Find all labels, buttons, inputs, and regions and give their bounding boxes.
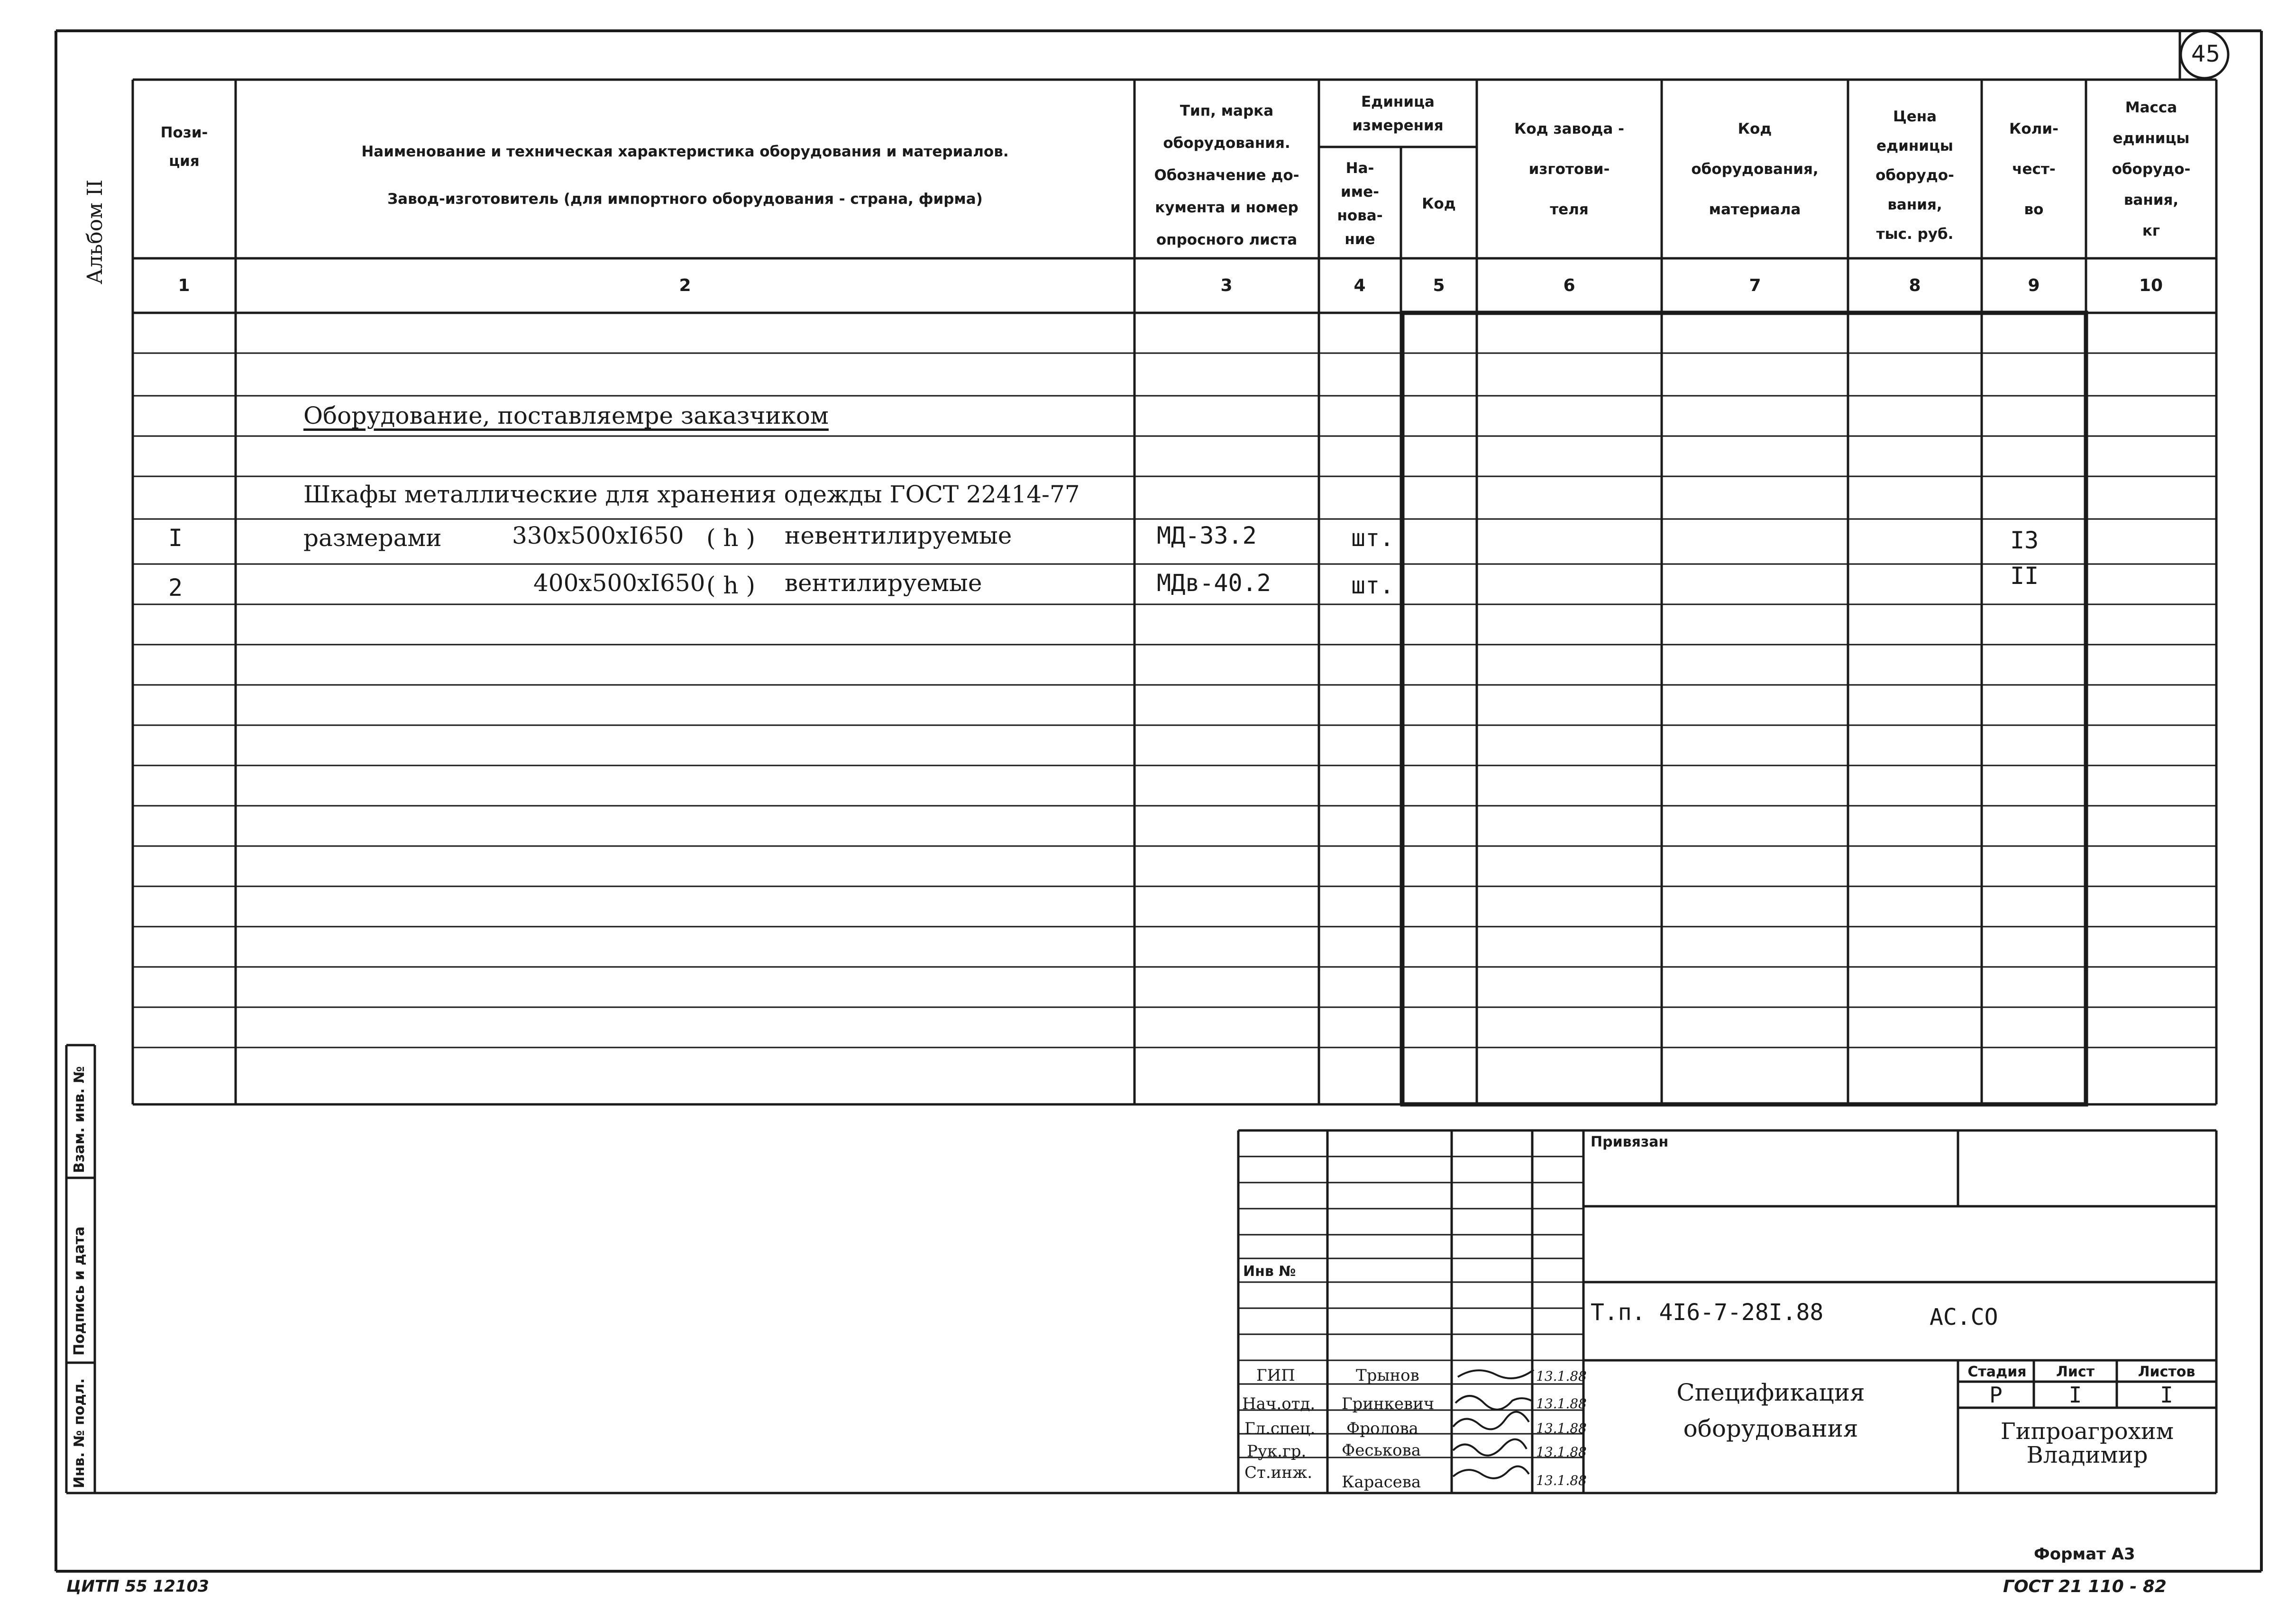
header-equipment-code (1662, 109, 1848, 230)
header-factory-code-line: Код завода - (1514, 120, 1624, 137)
header-name-line: Завод-изготовитель (для импортного оборудования - страна, фирма) (387, 191, 983, 208)
header-type-line: опросного листа (1156, 231, 1298, 248)
row-description: невентилируемые (785, 522, 1012, 549)
row-unit: шт. (1351, 572, 1394, 599)
header-type-line: оборудования. (1163, 135, 1290, 152)
row-position: I (168, 524, 183, 552)
header-unit-name-line: ние (1345, 231, 1375, 248)
header-unit-name-line: На- (1345, 160, 1374, 177)
album-label: Альбом II (83, 179, 107, 284)
header-mass-line: оборудо- (2112, 161, 2191, 178)
header-quantity-line: во (2024, 201, 2044, 218)
column-number: 7 (1749, 276, 1761, 295)
header-unit-group-line: измерения (1352, 117, 1444, 134)
column-number: 6 (1563, 276, 1575, 295)
header-type-line: кумента и номер (1155, 199, 1299, 216)
organization-line: Владимир (2026, 1442, 2148, 1468)
sheet-label: Лист (2056, 1364, 2095, 1380)
doc-title (1583, 1375, 1958, 1447)
header-mass-line: единицы (2113, 130, 2190, 147)
header-quantity-line: чест- (2012, 161, 2056, 178)
section-title: Оборудование, поставляемре заказчиком (303, 402, 829, 429)
header-price-line: оборудо- (1875, 167, 1954, 184)
header-price-line: единицы (1876, 137, 1953, 155)
header-unit-code: Код (1422, 195, 1456, 212)
header-position-line: Пози- (160, 124, 208, 141)
row-position: 2 (168, 574, 183, 601)
side-stamp-vzam-inv: Взам. инв. № (71, 1066, 88, 1173)
row-quantity: I3 (2010, 527, 2039, 554)
doc-title-line: оборудования (1683, 1415, 1858, 1442)
stage-label: Стадия (1967, 1364, 2027, 1380)
row-type: МД-33.2 (1157, 522, 1257, 549)
format-label: Формат А3 (2034, 1545, 2135, 1564)
header-name-line: Наименование и техническая характеристика оборудования и материалов. (361, 143, 1009, 160)
row-type: МДв-40.2 (1157, 569, 1271, 597)
header-factory-code-line: изготови- (1528, 161, 1610, 178)
signer-date: 13.1.88 (1536, 1421, 1587, 1436)
header-unit-name (1319, 156, 1401, 251)
signer-date: 13.1.88 (1536, 1396, 1587, 1412)
sheets-value: I (2160, 1382, 2173, 1408)
header-type (1134, 95, 1319, 256)
signer-name: Фролова (1346, 1419, 1418, 1438)
header-factory-code-line: теля (1550, 201, 1589, 218)
signer-date: 13.1.88 (1536, 1444, 1587, 1460)
header-mass-line: Масса (2125, 99, 2177, 116)
signer-role: ГИП (1256, 1366, 1295, 1385)
header-mass-line: вания, (2123, 191, 2179, 209)
header-unit-name-line: нова- (1337, 207, 1383, 224)
column-number: 10 (2139, 276, 2163, 295)
row-height-mark: ( h ) (706, 572, 756, 599)
signer-name: Карасева (1342, 1473, 1421, 1492)
signer-date: 13.1.88 (1536, 1368, 1587, 1384)
column-number: 4 (1354, 276, 1366, 295)
header-mass-line: кг (2142, 222, 2160, 239)
signer-role: Ст.инж. (1244, 1463, 1313, 1482)
organization (1958, 1420, 2216, 1467)
column-number: 2 (679, 276, 691, 295)
gost-label: ГОСТ 21 110 - 82 (2003, 1577, 2167, 1596)
header-equipment-code-line: материала (1709, 201, 1801, 218)
side-stamp-inv-podl: Инв. № подл. (71, 1378, 88, 1488)
signer-role: Гл.спец. (1244, 1419, 1316, 1438)
column-number: 1 (178, 276, 190, 295)
row-dimensions: 400х500хI650 (533, 569, 705, 597)
signer-name: Феськова (1342, 1441, 1421, 1460)
row-quantity: II (2010, 562, 2039, 590)
column-number: 8 (1909, 276, 1921, 295)
stage-value: Р (1989, 1382, 2003, 1408)
sheets-label: Листов (2138, 1364, 2195, 1380)
header-name (236, 128, 1134, 223)
header-equipment-code-line: Код (1738, 120, 1772, 137)
row-description: вентилируемые (785, 569, 982, 597)
signer-role: Рук.гр. (1247, 1442, 1307, 1461)
header-unit-name-line: име- (1341, 183, 1379, 200)
header-unit-group-line: Единица (1361, 93, 1435, 110)
header-position-line: ция (169, 153, 200, 170)
doc-title-line: Спецификация (1676, 1379, 1865, 1406)
column-number: 5 (1433, 276, 1445, 295)
header-mass (2086, 92, 2216, 246)
organization-line: Гипроагрохим (2000, 1418, 2174, 1445)
row-unit: шт. (1351, 524, 1394, 552)
signer-name: Трынов (1356, 1366, 1419, 1385)
side-stamp-podpis-data: Подпись и дата (71, 1226, 88, 1356)
doc-mark: АС.СО (1930, 1304, 1998, 1330)
inv-no-label: Инв № (1243, 1263, 1296, 1280)
header-type-line: Тип, марка (1180, 102, 1274, 119)
sheet-number: 45 (2191, 41, 2221, 67)
column-number: 3 (1220, 276, 1233, 295)
row-dimensions: 330х500хI650 (512, 522, 684, 549)
citp-label: ЦИТП 55 12103 (66, 1577, 209, 1596)
signer-name: Гринкевич (1342, 1394, 1435, 1413)
privyazan-label: Привязан (1591, 1134, 1669, 1150)
header-type-line: Обозначение до- (1154, 167, 1299, 184)
header-price-line: тыс. руб. (1876, 226, 1954, 243)
intro-line: Шкафы металлические для хранения одежды ГОСТ 22414-77 (303, 481, 1080, 508)
row-prefix: размерами (303, 524, 442, 552)
header-factory-code (1477, 109, 1662, 230)
signer-role: Нач.отд. (1242, 1394, 1316, 1413)
sheet-value: I (2068, 1382, 2082, 1408)
header-quantity-line: Коли- (2009, 120, 2058, 137)
row-height-mark: ( h ) (706, 524, 756, 552)
header-unit-group (1319, 90, 1477, 137)
header-price-line: Цена (1893, 108, 1937, 125)
header-quantity (1982, 109, 2086, 230)
header-position (133, 118, 236, 175)
signer-date: 13.1.88 (1536, 1473, 1587, 1488)
header-price (1848, 102, 1982, 249)
doc-code: Т.п. 4I6-7-28I.88 (1591, 1299, 1824, 1326)
column-number: 9 (2028, 276, 2040, 295)
header-equipment-code-line: оборудования, (1691, 161, 1819, 178)
header-price-line: вания, (1887, 196, 1942, 213)
